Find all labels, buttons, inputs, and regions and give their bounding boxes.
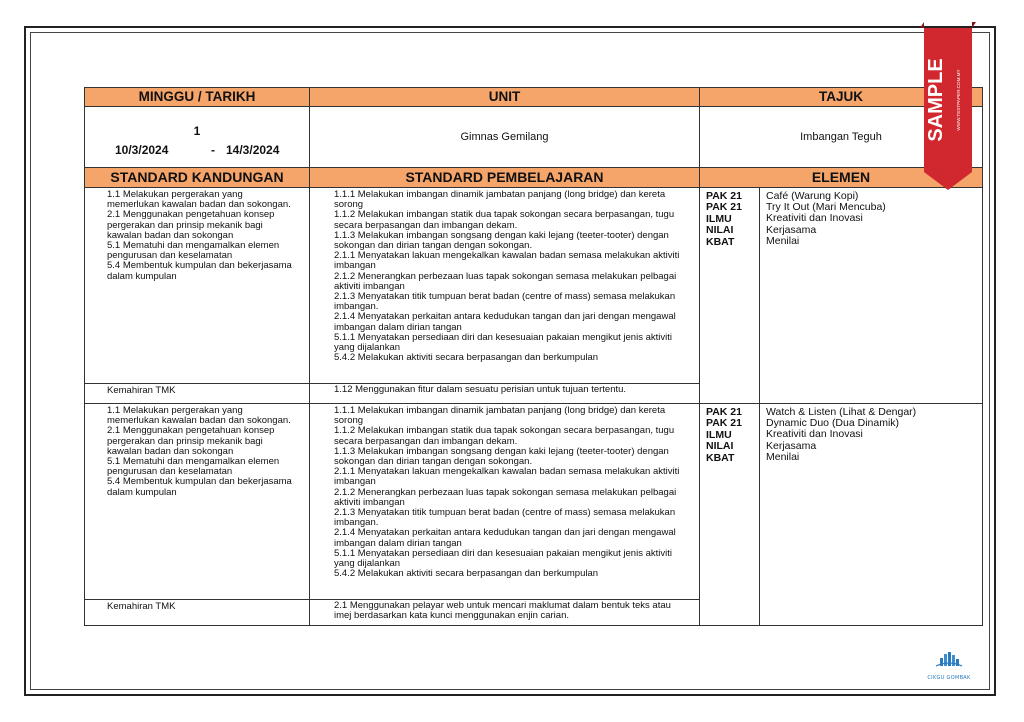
lesson1-sp-line: sorong (334, 199, 364, 211)
lesson2-sk-line: kawalan badan dan sokongan (107, 445, 234, 457)
lesson2-sp-line: 2.1.2 Menerangkan perbezaan luas tapak sokongan semasa melakukan pelbagai (334, 486, 677, 498)
lesson1-sp-line: 2.1.1 Menyatakan lakuan mengekalkan kawalan badan semasa melakukan aktiviti (334, 250, 680, 262)
week-number: 1 (193, 124, 201, 138)
lesson2-sp-line: secara berpasangan dan imbangan dekam. (334, 435, 518, 447)
lesson2-pak-item: PAK 21 (706, 417, 742, 430)
lesson2-sp-cell (310, 404, 700, 600)
lesson1-tmk-label: Kemahiran TMK (85, 384, 310, 404)
lesson2-pak-item: ILMU (706, 428, 732, 441)
lesson2-sk-line: pergerakan dan prinsip mekanik bagi (107, 435, 263, 447)
lesson1-sk-cell (85, 188, 310, 384)
lesson1-sp-line: imbangan (334, 260, 376, 272)
header-unit: UNIT (310, 88, 700, 107)
lesson2-sk-line: 5.1 Mematuhi dan mengamalkan elemen (107, 456, 280, 468)
lesson1-pak-item: ILMU (706, 212, 732, 225)
lesson1-sk-line: 2.1 Menggunakan pengetahuan konsep (107, 209, 275, 221)
tajuk-value: Imbangan Teguh (700, 107, 983, 168)
lesson1-sp-line: imbangan dalam dirian tangan (334, 321, 462, 333)
lesson1-elemen-item: Kreativiti dan Inovasi (766, 212, 863, 225)
lesson1-sk-line: pergerakan dan prinsip mekanik bagi (107, 219, 263, 231)
lesson1-sk-line: memerlukan kawalan badan dan sokongan. (107, 199, 291, 211)
lesson2-sp-line: 1.1.3 Melakukan imbangan songsang dengan kaki lejang (teeter-tooter) dengan (334, 445, 669, 457)
lesson2-tmk-label: Kemahiran TMK (85, 600, 310, 626)
lesson1-tmk-value (310, 384, 700, 404)
lesson2-elemen-item: Menilai (766, 450, 800, 463)
lesson2-sp-line: imbangan (334, 476, 376, 488)
lesson1-elemen-item: Menilai (766, 234, 800, 247)
header-tajuk: TAJUK (700, 88, 983, 107)
book-people-icon (932, 650, 966, 668)
lesson1-sp-line: 1.1.2 Melakukan imbangan statik dua tapak sokongan secara berpasangan, tugu (334, 209, 675, 221)
lesson2-pak-item: PAK 21 (706, 406, 742, 418)
sample-ribbon-watermark (920, 22, 976, 192)
lesson1-sk-line: 1.1 Melakukan pergerakan yang (107, 189, 243, 200)
lesson2-sp-line: 2.1.4 Menyatakan perkaitan antara kedudukan tangan dan jari dengan mengawal (334, 527, 676, 539)
lesson-plan-table (84, 87, 983, 626)
header-elemen: ELEMEN (700, 168, 983, 188)
lesson1-pak-item: PAK 21 (706, 190, 742, 202)
lesson1-sp-cell (310, 188, 700, 384)
lesson1-sk-line: kawalan badan dan sokongan (107, 229, 234, 241)
lesson1-sp-line: 2.1.2 Menerangkan perbezaan luas tapak sokongan semasa melakukan pelbagai (334, 270, 677, 282)
lesson2-pak-item: KBAT (706, 451, 735, 464)
lesson2-pak-cell (700, 404, 760, 626)
lesson2-pak-item: NILAI (706, 440, 734, 453)
lesson2-sp-line: aktiviti imbangan (334, 496, 405, 508)
header-standard-kandungan: STANDARD KANDUNGAN (85, 168, 310, 188)
lesson2-sk-line: pengurusan dan keselamatan (107, 466, 233, 478)
lesson1-sp-line: 5.1.1 Menyatakan persediaan diri dan kesesuaian pakaian mengikut jenis aktiviti (334, 331, 672, 343)
lesson1-sp-line: 1.1.3 Melakukan imbangan songsang dengan kaki lejang (teeter-tooter) dengan (334, 229, 669, 241)
ribbon-word: SAMPLE (925, 58, 947, 142)
lesson2-tmk-line: imej berdasarkan kata kunci menggunakan enjin carian. (334, 610, 569, 622)
lesson2-sk-line: memerlukan kawalan badan dan sokongan. (107, 415, 291, 427)
lesson1-sk-line: dalam kumpulan (107, 270, 177, 282)
lesson1-tmk-line: 1.12 Menggunakan fitur dalam sesuatu perisian untuk tujuan tertentu. (334, 384, 627, 395)
lesson1-sk-line: 5.1 Mematuhi dan mengamalkan elemen (107, 240, 280, 252)
lesson2-sp-line: imbangan dalam dirian tangan (334, 537, 462, 549)
lesson1-sp-line: 5.4.2 Melakukan aktiviti secara berpasangan dan berkumpulan (334, 352, 599, 364)
lesson2-sp-line: imbangan. (334, 517, 379, 529)
lesson2-tmk-value (310, 600, 700, 626)
lesson2-elemen-cell (760, 404, 983, 626)
lesson2-sp-line: 1.1.1 Melakukan imbangan dinamik jambatan panjang (long bridge) dan kereta (334, 405, 666, 416)
lesson1-sk-line: 5.4 Membentuk kumpulan dan bekerjasama (107, 260, 292, 272)
logo-text: CIKGU GOMBAK (927, 675, 971, 681)
date-end: 14/3/2024 (226, 143, 280, 157)
lesson2-elemen-item: Dynamic Duo (Dua Dinamik) (766, 417, 900, 430)
date-start: 10/3/2024 (115, 143, 169, 157)
lesson2-elemen-item: Watch & Listen (Lihat & Dengar) (766, 406, 917, 418)
lesson2-elemen-item: Kerjasama (766, 439, 817, 452)
lesson2-sp-line: 2.1.3 Menyatakan titik tumpuan berat badan (centre of mass) semasa melakukan (334, 507, 676, 519)
lesson2-sp-line: 5.1.1 Menyatakan persediaan diri dan kesesuaian pakaian mengikut jenis aktiviti (334, 547, 672, 559)
lesson2-sp-line: 2.1.1 Menyatakan lakuan mengekalkan kawalan badan semasa melakukan aktiviti (334, 466, 680, 478)
lesson2-sk-line: 1.1 Melakukan pergerakan yang (107, 405, 243, 416)
lesson2-sp-line: 1.1.2 Melakukan imbangan statik dua tapak sokongan secara berpasangan, tugu (334, 425, 675, 437)
week-date-cell (85, 107, 310, 168)
lesson2-sk-line: 5.4 Membentuk kumpulan dan bekerjasama (107, 476, 292, 488)
lesson1-pak-cell (700, 188, 760, 404)
lesson1-sp-line: 2.1.3 Menyatakan titik tumpuan berat badan (centre of mass) semasa melakukan (334, 291, 676, 303)
lesson1-elemen-item: Kerjasama (766, 223, 817, 236)
lesson1-elemen-item: Try It Out (Mari Mencuba) (766, 201, 886, 214)
lesson1-sk-line: pengurusan dan keselamatan (107, 250, 233, 262)
lesson2-sp-line: sorong (334, 415, 364, 427)
ribbon-site: WWW.TESTPAPER.COM.MY (956, 69, 961, 131)
lesson1-elemen-cell (760, 188, 983, 404)
lesson1-sp-line: yang dijalankan (334, 342, 401, 354)
lesson2-sp-line: 5.4.2 Melakukan aktiviti secara berpasangan dan berkumpulan (334, 568, 599, 580)
lesson2-elemen-item: Kreativiti dan Inovasi (766, 428, 863, 441)
header-standard-pembelajaran: STANDARD PEMBELAJARAN (310, 168, 700, 188)
lesson2-sk-cell (85, 404, 310, 600)
unit-value: Gimnas Gemilang (310, 107, 700, 168)
lesson2-tmk-line: 2.1 Menggunakan pelayar web untuk mencari maklumat dalam bentuk teks atau (334, 600, 671, 611)
lesson1-elemen-item: Café (Warung Kopi) (766, 190, 859, 202)
lesson2-sk-line: dalam kumpulan (107, 486, 177, 498)
lesson1-sp-line: aktiviti imbangan (334, 280, 405, 292)
lesson2-sp-line: yang dijalankan (334, 558, 401, 570)
lesson1-pak-item: NILAI (706, 224, 734, 237)
lesson2-sp-line: sokongan dan dirian tangan dengan sokongan. (334, 456, 533, 468)
lesson1-sp-line: secara berpasangan dan imbangan dekam. (334, 219, 518, 231)
lesson2-sk-line: 2.1 Menggunakan pengetahuan konsep (107, 425, 275, 437)
lesson1-sp-line: sokongan dan dirian tangan dengan sokongan. (334, 240, 533, 252)
lesson1-sp-line: imbangan. (334, 301, 379, 313)
lesson1-pak-item: PAK 21 (706, 201, 742, 214)
publisher-logo (922, 650, 976, 682)
lesson1-sp-line: 2.1.4 Menyatakan perkaitan antara kedudukan tangan dan jari dengan mengawal (334, 311, 676, 323)
header-minggu-tarikh: MINGGU / TARIKH (85, 88, 310, 107)
lesson1-pak-item: KBAT (706, 235, 735, 248)
lesson1-sp-line: 1.1.1 Melakukan imbangan dinamik jambatan panjang (long bridge) dan kereta (334, 189, 666, 200)
date-separator: - (211, 143, 215, 157)
